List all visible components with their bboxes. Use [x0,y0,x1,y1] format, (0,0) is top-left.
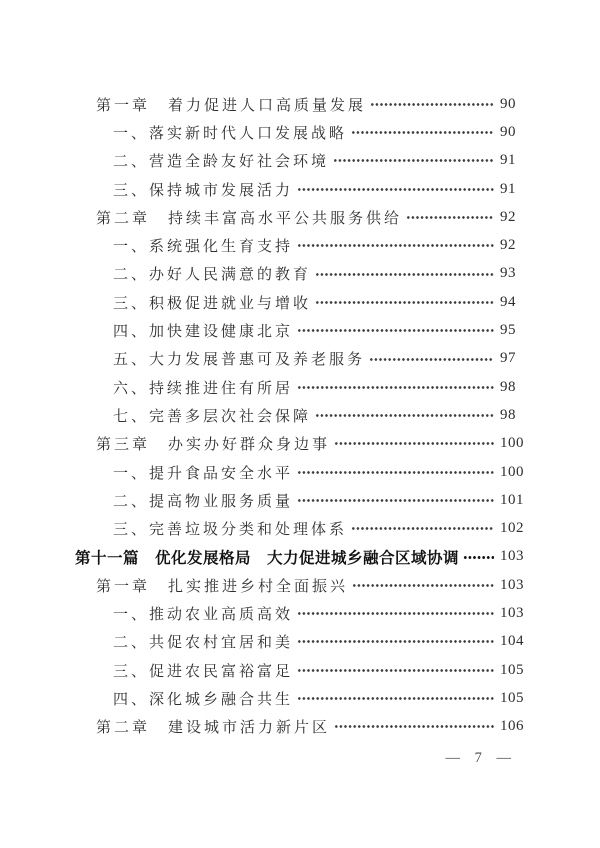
toc-entry-label: 三、完善垃圾分类和处理体系 [113,522,348,539]
dot-leader [370,90,494,118]
toc-entry [0,713,600,741]
dot-leader [297,316,494,344]
toc-entry-page: 90 [500,123,516,140]
toc-entry-page: 106 [500,718,524,735]
dot-leader [352,571,494,599]
dot-leader [297,231,494,259]
toc-entry [0,90,600,118]
toc-entry [0,571,600,599]
toc-entry [0,599,600,627]
toc-entry-page: 95 [500,322,516,339]
toc-entry-label: 四、深化城乡融合共生 [113,691,294,708]
toc-entry [0,260,600,288]
toc-entry-label: 二、共促农村宜居和美 [113,635,294,652]
toc-entry [0,543,600,571]
toc-entry-label: 四、加快建设健康北京 [113,324,294,341]
toc-entry-label: 二、营造全龄友好社会环境 [113,154,330,171]
toc-entry [0,147,600,175]
dot-leader [334,430,494,458]
toc-entry-page: 102 [500,520,524,537]
toc-entry-page: 100 [500,463,524,480]
dot-leader [297,458,494,486]
toc-entry-label: 一、系统强化生育支持 [113,239,294,256]
toc-entry [0,203,600,231]
toc-entry [0,656,600,684]
toc-entry-label: 二、提高物业服务质量 [113,493,294,510]
toc-entry-page: 104 [500,633,524,650]
toc-entry-label: 第三章 办实办好群众身边事 [96,437,331,454]
toc-entry-page: 92 [500,237,516,254]
toc-entry-page: 97 [500,350,516,367]
toc-entry-label: 第十一篇 优化发展格局 大力促进城乡融合区域协调 [75,549,460,567]
toc-entry [0,288,600,316]
toc-entry-label: 三、积极促进就业与增收 [113,295,312,312]
toc-entry-label: 一、推动农业高质高效 [113,606,294,623]
toc-entry [0,684,600,712]
toc-entry [0,401,600,429]
toc-entry [0,345,600,373]
toc-entry [0,458,600,486]
dot-leader [297,684,494,712]
toc-entry-page: 91 [500,152,516,169]
toc-entry-page: 100 [500,435,524,452]
dot-leader [463,543,494,571]
toc-entry [0,231,600,259]
dot-leader [297,486,494,514]
toc-entry-label: 第二章 建设城市活力新片区 [96,720,331,737]
dot-leader [297,628,494,656]
toc-entry-label: 第二章 持续丰富高水平公共服务供给 [96,210,403,227]
toc-entry-label: 一、落实新时代人口发展战略 [113,125,348,142]
toc-entry [0,316,600,344]
toc-entry-label: 第一章 着力促进人口高质量发展 [96,97,367,114]
dot-leader [334,713,494,741]
toc-entry [0,628,600,656]
page-footer [446,750,513,767]
toc-entry-page: 105 [500,689,524,706]
toc-entry-page: 98 [500,378,516,395]
toc-entry-label: 一、提升食品安全水平 [113,465,294,482]
toc-entry-page: 98 [500,406,516,423]
toc-entry-label: 三、促进农民富裕富足 [113,663,294,680]
toc-entry-page: 93 [500,265,516,282]
dot-leader [315,401,494,429]
toc-entry [0,514,600,542]
dot-leader [351,514,494,542]
toc-entry-label: 七、完善多层次社会保障 [113,408,312,425]
toc-entry-page: 105 [500,661,524,678]
toc-entry-label: 五、大力发展普惠可及养老服务 [113,352,366,369]
dot-leader [315,260,494,288]
toc-entry [0,486,600,514]
toc-list [0,90,600,741]
dot-leader [333,147,494,175]
toc-entry [0,430,600,458]
toc-entry-page: 91 [500,180,516,197]
toc-entry-page: 90 [500,95,516,112]
toc-entry-page: 92 [500,208,516,225]
toc-entry-label: 二、办好人民满意的教育 [113,267,312,284]
footer-page-number: — 7 — [445,750,512,766]
toc-entry-label: 六、持续推进住有所居 [113,380,294,397]
dot-leader [297,373,494,401]
toc-entry-label: 第一章 扎实推进乡村全面振兴 [96,578,349,595]
toc-entry [0,118,600,146]
toc-entry-page: 103 [500,548,524,565]
dot-leader [297,599,494,627]
toc-entry [0,373,600,401]
toc-entry-page: 103 [500,604,524,621]
toc-entry-page: 94 [500,293,516,310]
dot-leader [297,175,494,203]
toc-entry-page: 101 [500,491,524,508]
toc-entry-label: 三、保持城市发展活力 [113,182,294,199]
dot-leader [351,118,494,146]
dot-leader [297,656,494,684]
dot-leader [369,345,494,373]
toc-entry-page: 103 [500,576,524,593]
dot-leader [315,288,494,316]
dot-leader [406,203,494,231]
toc-entry [0,175,600,203]
